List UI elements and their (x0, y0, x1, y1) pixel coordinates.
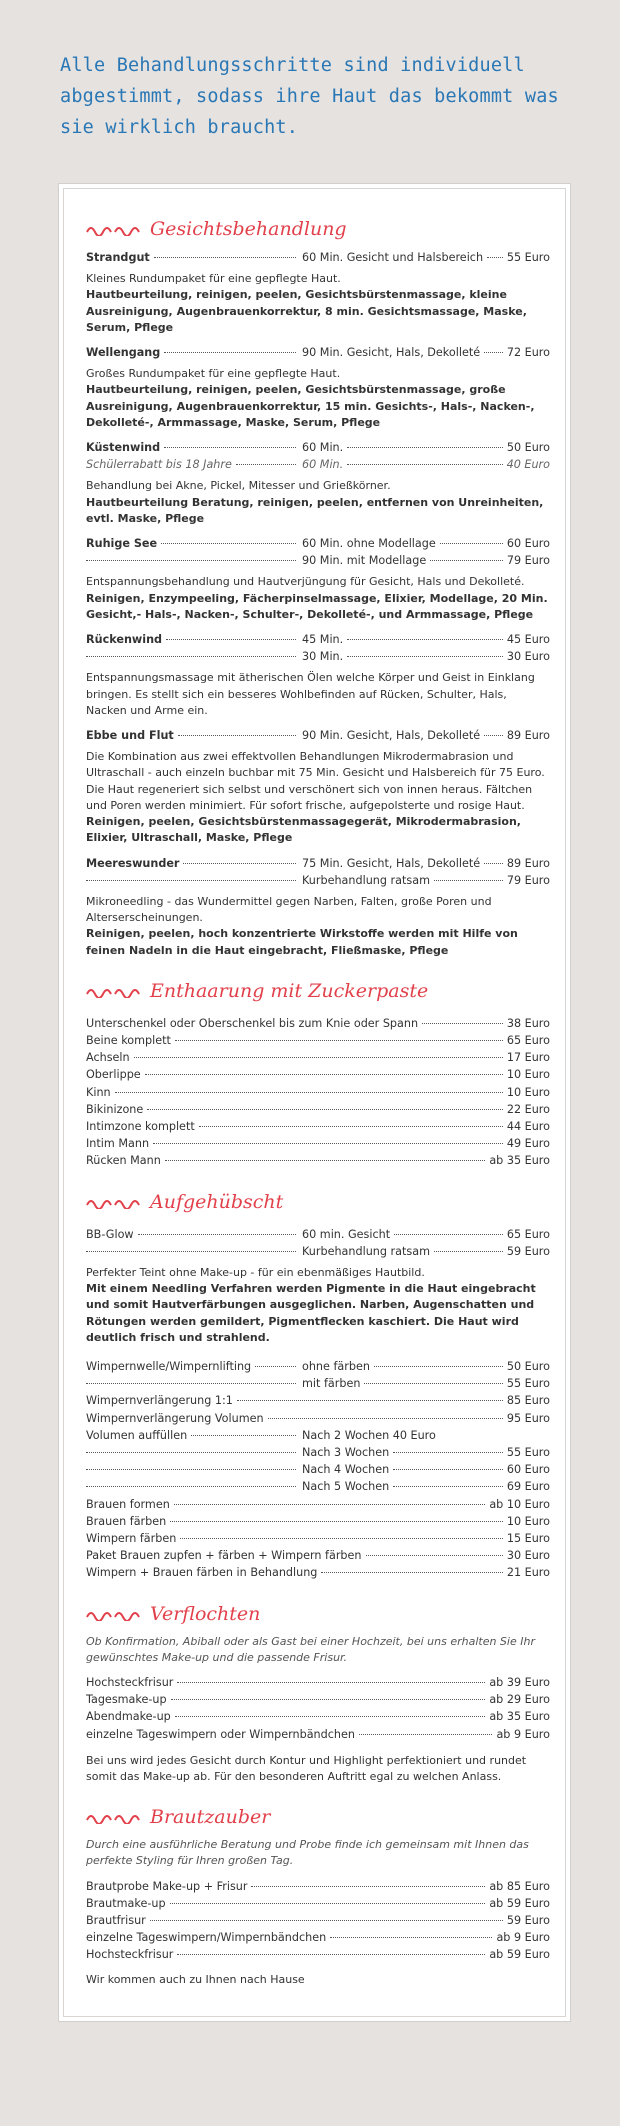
price-row-ebbe-flut: Ebbe und Flut 90 Min. Gesicht, Hals, Dekolleté 89 Euro (86, 729, 550, 743)
price-row (86, 1135, 550, 1152)
item-name: Bikinizone (86, 1102, 144, 1116)
item-name: Intimzone komplett (86, 1119, 195, 1133)
desc-kuestenwind: Behandlung bei Akne, Pickel, Mitesser und Grießkörner. Hautbeurteilung Beratung, reinigen, peelen, entfernen von Unreinheiten, evtl. Maske, Pflege (86, 479, 544, 525)
price-row-wimpernwelle: Wimpernwelle/Wimpernlifting ohne färben 50 Euro (86, 1359, 550, 1373)
intro-verflochten: Ob Konfirmation, Abiball oder als Gast bei einer Hochzeit, bei uns erhalten Sie Ihr gewünschtes Make-up und die passende Frisur. (86, 1634, 535, 1664)
price-row-rueckenwind: Rückenwind 45 Min. 45 Euro (86, 633, 550, 647)
price-row (86, 1691, 550, 1708)
item-price: 85 Euro (506, 1394, 550, 1408)
item-name: einzelne Tageswimpern/Wimpernbändchen (86, 1931, 327, 1945)
item-name: Unterschenkel oder Oberschenkel bis zum Knie oder Spann (86, 1016, 419, 1030)
item-name: Wimpernverlängerung Volumen (86, 1411, 264, 1425)
item-price: ab 39 Euro (489, 1676, 550, 1690)
item-name: Hochsteckfrisur (86, 1948, 174, 1962)
item-name: Brautfrisur (86, 1914, 146, 1928)
price-row-kuestenwind: Küstenwind 60 Min. 50 Euro (86, 441, 550, 455)
item-name: Brautmake-up (86, 1896, 166, 1910)
item-name: Tagesmake-up (86, 1693, 167, 1707)
price-row-wimpernwelle-2: mit färben 55 Euro (86, 1375, 550, 1392)
price-row (86, 1895, 550, 1912)
item-name: Abendmake-up (86, 1710, 171, 1724)
item-price: 10 Euro (506, 1085, 550, 1099)
item-price: ab 35 Euro (489, 1154, 550, 1168)
outro-brautzauber: Wir kommen auch zu Ihnen nach Hause (86, 1972, 305, 1986)
desc-ruhige-see: Entspannungsbehandlung und Hautverjüngung für Gesicht, Hals und Dekolleté. Reinigen, Enzympeeling, Fächerpinselmassage, Elixier, Modellage, 20 Min. Gesicht,- Hals-, Nacken-, Schulter-, Dekolleté-, und Armmassage, Pflege (86, 575, 548, 621)
price-row (86, 1032, 550, 1049)
price-row (86, 1410, 550, 1427)
price-row-wellengang: Wellengang 90 Min. Gesicht, Hals, Dekolleté 72 Euro (86, 346, 550, 360)
wave-icon (86, 1810, 140, 1824)
item-price: 44 Euro (506, 1119, 550, 1133)
price-row (86, 1152, 550, 1169)
price-row (86, 1530, 550, 1547)
price-row (86, 1101, 550, 1118)
item-name: Hochsteckfrisur (86, 1676, 174, 1690)
enthaarung-list (86, 1015, 550, 1170)
price-row (86, 1929, 550, 1946)
item-name: Oberlippe (86, 1068, 141, 1082)
item-price: ab 85 Euro (489, 1879, 550, 1893)
item-price: 95 Euro (506, 1411, 550, 1425)
item-price: 17 Euro (506, 1051, 550, 1065)
item-price: 10 Euro (506, 1068, 550, 1082)
wave-icon (86, 984, 140, 998)
price-row (86, 1015, 550, 1032)
intro-text: Alle Behandlungsschritte sind individuell abgestimmt, sodass ihre Haut das bekommt was sie wirklich braucht. (60, 55, 559, 138)
auffuellen-list (86, 1444, 550, 1496)
item-duration: Nach 5 Wochen (302, 1480, 390, 1494)
price-row (86, 1726, 550, 1743)
price-row (86, 1946, 550, 1963)
price-row-ruhige-see-2: 90 Min. mit Modellage 79 Euro (86, 552, 550, 569)
price-row (86, 1049, 550, 1066)
item-price: 38 Euro (506, 1016, 550, 1030)
item-price: 21 Euro (506, 1566, 550, 1580)
section-title-text: Aufgehübscht (150, 1190, 284, 1213)
item-price: 60 Euro (506, 1463, 550, 1477)
price-row-strandgut: Strandgut 60 Min. Gesicht und Halsbereich 55 Euro (86, 251, 550, 264)
price-row-bbglow-2: Kurbehandlung ratsam 59 Euro (86, 1243, 550, 1260)
item-name: Brautprobe Make-up + Frisur (86, 1879, 248, 1893)
desc-strandgut: Kleines Rundumpaket für eine gepflegte Haut. Hautbeurteilung, reinigen, peelen, Gesichtsbürstenmassage, kleine Ausreinigung, Augenbrauenkorrektur, 8 min. Gesichtsmassage, Maske, Serum, Pflege (86, 272, 527, 334)
wave-icon (86, 222, 140, 236)
item-duration: Nach 4 Wochen (302, 1463, 390, 1477)
section-title-enthaarung (86, 977, 550, 1005)
section-title-text: Enthaarung mit Zuckerpaste (150, 979, 429, 1002)
price-row-auffuellen-step (86, 1478, 550, 1495)
desc-wellengang: Großes Rundumpaket für eine gepflegte Haut. Hautbeurteilung, reinigen, peelen, Gesichtsbürstenmassage, große Ausreinigung, Augenbrauenkorrektur, 15 min. Gesichts-, Hals-, Nacken-, Dekolleté-, Armmassage, Maske, Serum, Pflege (86, 367, 535, 429)
item-price: ab 10 Euro (489, 1497, 550, 1511)
price-row-bbglow: BB-Glow 60 min. Gesicht 65 Euro (86, 1227, 550, 1241)
intro-brautzauber: Durch eine ausführliche Beratung und Probe finde ich gemeinsam mit Ihnen das perfekte Styling für Ihren großen Tag. (86, 1838, 529, 1868)
price-row (86, 1066, 550, 1083)
item-name: Brauen formen (86, 1497, 170, 1511)
desc-ebbe-flut: Die Kombination aus zwei effektvollen Behandlungen Mikrodermabrasion und Ultraschall - auch einzeln buchbar mit 75 Min. Gesicht und Halsbereich für 75 Euro. Die Haut regeneriert sich selbst und verschönert sich von innen heraus. Fältchen und Poren werden minimiert. Für sofort frische, aufgepolsterte und rosige Haut. Reinigen, peelen, Gesichtsbürstenmassagegerät, Mikrodermabrasion, Elixier, Ultraschall, Maske, Pflege (86, 750, 545, 845)
item-price: ab 59 Euro (489, 1948, 550, 1962)
price-row-auffuellen-step (86, 1444, 550, 1461)
section-title-brautzauber (86, 1803, 550, 1831)
item-name: einzelne Tageswimpern oder Wimpernbändchen (86, 1727, 355, 1741)
aufgehuebscht-list-1 (86, 1392, 550, 1426)
price-row (86, 1912, 550, 1929)
outro-verflochten: Bei uns wird jedes Gesicht durch Kontur und Highlight perfektioniert und rundet somit das Make-up ab. Für den besonderen Auftritt egal zu welchen Anlass. (86, 1753, 527, 1784)
price-row (86, 1084, 550, 1101)
item-price: ab 9 Euro (496, 1931, 550, 1945)
price-row-schuelerrabatt: Schülerrabatt bis 18 Jahre 60 Min. 40 Euro (86, 458, 550, 472)
item-name: Achseln (86, 1051, 130, 1065)
price-row (86, 1392, 550, 1409)
item-price: 65 Euro (506, 1033, 550, 1047)
price-row (86, 1674, 550, 1691)
price-row (86, 1496, 550, 1513)
item-name: Beine komplett (86, 1033, 171, 1047)
item-duration: Nach 3 Wochen (302, 1445, 390, 1459)
item-name: Brauen färben (86, 1514, 167, 1528)
item-price: ab 9 Euro (496, 1727, 550, 1741)
item-price: 15 Euro (506, 1532, 550, 1545)
price-row-meereswunder: Meereswunder 75 Min. Gesicht, Hals, Dekolleté 89 Euro (86, 856, 550, 870)
brautzauber-list (86, 1878, 550, 1964)
item-price: 55 Euro (506, 1445, 550, 1459)
section-title-aufgehuebscht (86, 1188, 550, 1216)
item-name: Intim Mann (86, 1137, 150, 1151)
price-row-meereswunder-2: Kurbehandlung ratsam 79 Euro (86, 872, 550, 889)
price-list-content (86, 215, 550, 1996)
price-row-auffuellen-step (86, 1461, 550, 1478)
price-row-ruhige-see: Ruhige See 60 Min. ohne Modellage 60 Euro (86, 537, 550, 551)
aufgehuebscht-list-2 (86, 1496, 550, 1582)
wave-icon (86, 1195, 140, 1209)
item-price: ab 29 Euro (489, 1693, 550, 1707)
item-price: ab 59 Euro (489, 1896, 550, 1910)
price-row (86, 1878, 550, 1895)
item-name: Wimpern + Brauen färben in Behandlung (86, 1566, 318, 1580)
item-price: 10 Euro (506, 1514, 550, 1528)
item-price: 30 Euro (506, 1549, 550, 1563)
item-name: Kinn (86, 1085, 111, 1099)
item-name: Wimpern färben (86, 1532, 177, 1545)
price-row (86, 1708, 550, 1725)
item-price: ab 35 Euro (489, 1710, 550, 1724)
item-price: 59 Euro (506, 1914, 550, 1928)
price-row-auffuellen: Volumen auffüllen Nach 2 Wochen 40 Euro (86, 1428, 436, 1442)
item-price: 22 Euro (506, 1102, 550, 1116)
item-name: Wimpernverlängerung 1:1 (86, 1394, 233, 1408)
item-price: 69 Euro (506, 1480, 550, 1494)
verflochten-list (86, 1674, 550, 1743)
item-name: Rücken Mann (86, 1154, 161, 1168)
item-name: Paket Brauen zupfen + färben + Wimpern färben (86, 1549, 362, 1563)
item-price: 49 Euro (506, 1137, 550, 1151)
section-title-gesicht (86, 215, 550, 243)
price-row (86, 1564, 550, 1581)
section-title-verflochten (86, 1600, 550, 1628)
price-list-card (58, 183, 571, 2022)
desc-bbglow: Perfekter Teint ohne Make-up - für ein ebenmäßiges Hautbild. Mit einem Needling Verfahren werden Pigmente in die Haut eingebracht und somit Hautverfärbungen ausgeglichen. Narben, Augenschatten und Rötungen werden gemildert, Pigmentflecken kaschiert. Die Haut wird deutlich frisch und strahlend. (86, 1265, 536, 1344)
wave-icon (86, 1607, 140, 1621)
section-title-text: Brautzauber (150, 1806, 271, 1829)
section-title-text: Verflochten (150, 1602, 261, 1625)
price-row (86, 1513, 550, 1530)
price-row (86, 1118, 550, 1135)
desc-rueckenwind: Entspannungsmassage mit ätherischen Ölen welche Körper und Geist in Einklang bringen. Es stellt sich ein besseres Wohlbefinden auf Rücken, Schulter, Hals, Nacken und Arme ein. (86, 671, 535, 717)
section-title-text: Gesichtsbehandlung (150, 218, 347, 240)
price-row-rueckenwind-2: 30 Min. 30 Euro (86, 648, 550, 665)
desc-meereswunder: Mikroneedling - das Wundermittel gegen Narben, Falten, große Poren und Alterserscheinungen. Reinigen, peelen, hoch konzentrierte Wirkstoffe werden mit Hilfe von feinen Nadeln in die Haut eingebracht, Fließmaske, Pflege (86, 894, 518, 957)
price-row (86, 1547, 550, 1564)
